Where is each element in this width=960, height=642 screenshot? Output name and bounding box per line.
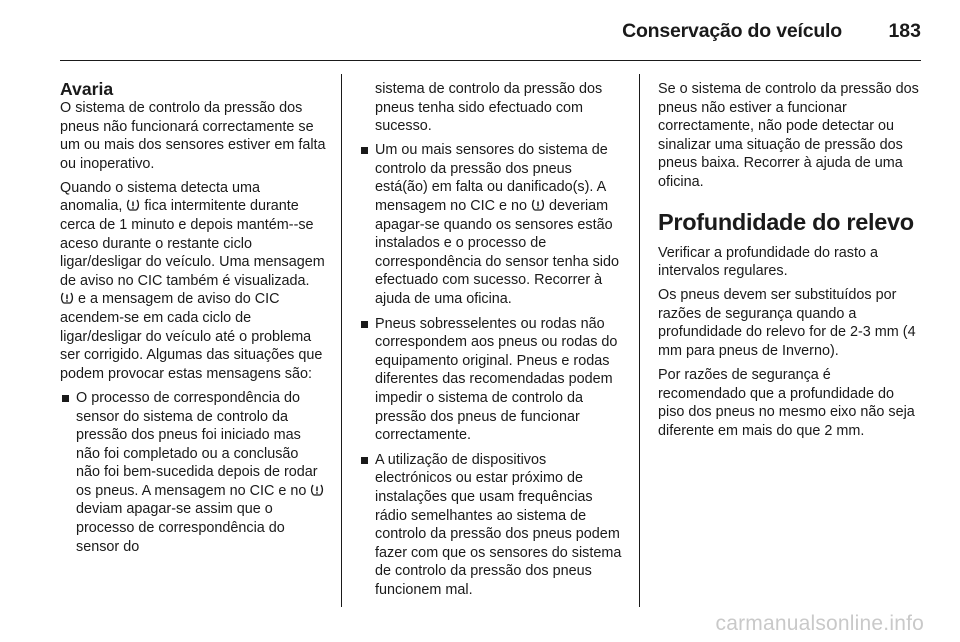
text-run: A utilização de dispositivos electrónicos ou estar próximo de instalações que usam frequências rádio semelhantes ao sistema de controlo da pressão dos pneus podem fazer com que os sensores do sistema de controlo da pressão dos pneus funcionem mal. <box>375 451 622 598</box>
text-run: O processo de correspondência do sensor do sistema de controlo da pressão dos pneus foi iniciado mas não foi completado ou a conclusão não foi bem-sucedida depois de rodar os pneus. A mensagem no CIC e no <box>76 389 318 499</box>
text-run: fica intermitente durante cerca de 1 minuto e depois mantém--se aceso durante o restante ciclo ligar/desligar do veículo. Uma mensagem de aviso no CIC também é visualizada. <box>60 198 325 289</box>
list-item <box>359 141 625 308</box>
column-1 <box>60 80 326 562</box>
header-divider <box>60 60 921 61</box>
list-item <box>359 315 625 445</box>
bullet-square-icon <box>361 147 368 154</box>
column-3 <box>658 80 922 446</box>
column-divider-1 <box>341 74 342 607</box>
list-item <box>60 389 326 556</box>
text-run: e a mensagem de aviso do CIC acendem-se em cada ciclo de ligar/desligar do veículo até o problema ser corrigido. Algumas das situações que podem provocar estas mensagens são: <box>60 291 323 382</box>
page-title: Conservação do veículo <box>622 20 842 42</box>
paragraph: Se o sistema de controlo da pressão dos pneus não estiver a funcionar correctamente, não pode detectar ou sinalizar uma situação de pressão dos pneus baixa. Recorrer à ajuda de uma oficina. <box>658 81 919 190</box>
text-run: Um ou mais sensores do sistema de controlo da pressão dos pneus está(ão) em falta ou danificado(s). A mensagem no CIC e no <box>375 142 608 215</box>
paragraph: Os pneus devem ser substituídos por razões de segurança quando a profundidade do relevo for de 2-3 mm (4 mm para pneus de Inverno). <box>658 287 916 360</box>
section-heading-profundidade: Profundidade do relevo <box>658 208 914 235</box>
text-run: Quando o sistema detecta uma anomalia, <box>60 179 260 215</box>
text-run: deveriam apagar-se quando os sensores estão instalados e o processo de correspondência do sensor tenha sido efectuado com sucesso. Recorrer à ajuda de uma oficina. <box>375 198 620 308</box>
watermark: carmanualsonline.info <box>715 612 924 635</box>
paragraph <box>60 179 326 384</box>
text-run: Pneus sobresselentes ou rodas não correspondem aos pneus ou rodas do equipamento original. Pneus e rodas diferentes das recomendadas podem impedir o sistema de controlo da pressão dos pneus de funcionar correctamente. <box>375 315 618 444</box>
bullet-square-icon <box>62 395 69 402</box>
column-2 <box>359 80 625 606</box>
paragraph: Verificar a profundidade do rasto a intervalos regulares. <box>658 244 878 280</box>
paragraph: sistema de controlo da pressão dos pneus tenha sido efectuado com sucesso. <box>375 81 603 135</box>
bullet-square-icon <box>361 321 368 328</box>
tire-pressure-warning-icon <box>310 483 324 497</box>
tire-pressure-warning-icon <box>531 198 545 212</box>
tire-pressure-warning-icon <box>126 198 140 212</box>
bullet-square-icon <box>361 457 368 464</box>
text-run: deviam apagar-se assim que o processo de correspondência do sensor do <box>76 501 285 555</box>
paragraph: Por razões de segurança é recomendado que a profundidade do piso dos pneus no mesmo eixo não seja diferente em mais do que 2 mm. <box>658 367 915 439</box>
bullet-list <box>359 141 625 599</box>
page-number: 183 <box>888 20 921 42</box>
page-header <box>0 0 960 60</box>
tire-pressure-warning-icon <box>60 291 74 305</box>
section-heading-avaria: Avaria <box>60 79 114 99</box>
bullet-list <box>60 389 326 556</box>
list-item <box>359 451 625 600</box>
column-divider-2 <box>639 74 640 607</box>
paragraph: O sistema de controlo da pressão dos pneus não funcionará correctamente se um ou mais dos sensores estiver em falta ou inoperativo. <box>60 100 326 172</box>
